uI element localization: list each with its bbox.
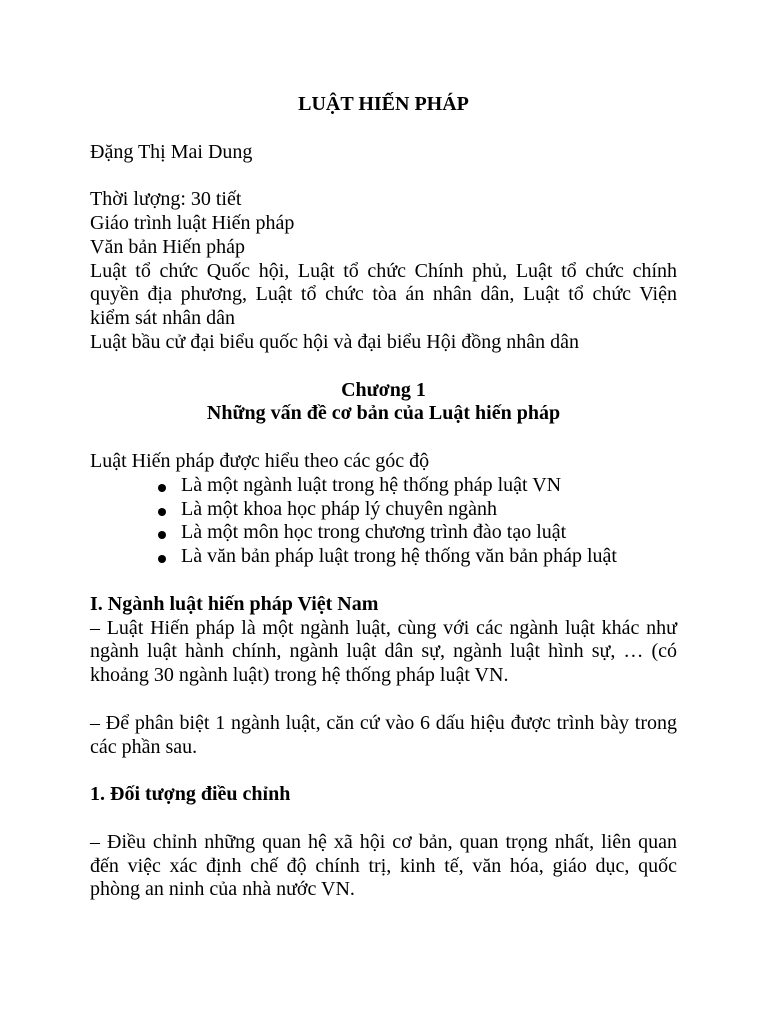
list-item-text: Là một khoa học pháp lý chuyên ngành [181, 497, 498, 520]
blank-line [90, 117, 677, 141]
section-paragraph [90, 712, 677, 760]
paragraph-line: – Luật Hiến pháp là một ngành luật, cùng với các ngành luật khác như [90, 616, 677, 639]
chapter-title: Những vấn đề cơ bản của Luật hiến pháp [206, 402, 561, 425]
election-law-reference: Luật bầu cử đại biểu quốc hội và đại biểu Hội đồng nhân dân [90, 330, 580, 353]
blank-line [90, 759, 677, 783]
paragraph-line: – Để phân biệt 1 ngành luật, căn cứ vào 6 dấu hiệu được trình bày trong [90, 711, 677, 734]
list-item [90, 545, 677, 569]
blank-line [90, 426, 677, 450]
bullet-icon [158, 508, 166, 516]
bullet-icon [158, 555, 166, 563]
list-item-text: Là một môn học trong chương trình đào tạo luật [181, 521, 567, 544]
paragraph-line: phòng an ninh của nhà nước VN. [90, 878, 355, 901]
list-item [90, 474, 677, 498]
chapter-number: Chương 1 [341, 378, 426, 401]
paragraph-line: kiểm sát nhân dân [90, 307, 235, 330]
bullet-icon [158, 484, 166, 492]
subsection-heading: 1. Đối tượng điều chỉnh [90, 783, 291, 806]
subsection-paragraph [90, 831, 677, 902]
bullet-icon [158, 531, 166, 539]
paragraph-line: đến việc xác định chế độ chính trị, kinh tế, văn hóa, giáo dục, quốc [90, 854, 677, 877]
course-duration: Thời lượng: 30 tiết [90, 188, 242, 211]
blank-line [90, 807, 677, 831]
blank-line [90, 355, 677, 379]
blank-line [90, 164, 677, 188]
perspectives-list [90, 474, 677, 569]
paragraph-line: ngành luật hành chính, ngành luật dân sự, ngành luật hình sự, … (có [90, 640, 677, 663]
blank-line [90, 569, 677, 593]
paragraph-line: Luật tổ chức Quốc hội, Luật tổ chức Chính phủ, Luật tổ chức chính [90, 259, 677, 282]
textbook-reference: Giáo trình luật Hiến pháp [90, 211, 295, 234]
paragraph-line: – Điều chỉnh những quan hệ xã hội cơ bản, quan trọng nhất, liên quan [90, 830, 677, 853]
list-item [90, 521, 677, 545]
section-paragraph [90, 617, 677, 688]
paragraph-line: quyền địa phương, Luật tổ chức tòa án nhân dân, Luật tổ chức Viện [90, 283, 677, 306]
constitution-text-reference: Văn bản Hiến pháp [90, 235, 245, 258]
section-heading: I. Ngành luật hiến pháp Việt Nam [90, 592, 379, 615]
list-item-text: Là một ngành luật trong hệ thống pháp luật VN [181, 473, 562, 496]
document-body [90, 93, 677, 902]
paragraph-line: các phần sau. [90, 735, 198, 758]
paragraph-line: khoảng 30 ngành luật) trong hệ thống pháp luật VN. [90, 664, 509, 687]
list-item [90, 498, 677, 522]
author-name: Đặng Thị Mai Dung [90, 140, 253, 163]
document-title: LUẬT HIẾN PHÁP [298, 93, 469, 115]
list-item-text: Là văn bản pháp luật trong hệ thống văn bản pháp luật [181, 545, 617, 568]
blank-line [90, 688, 677, 712]
organization-laws-reference [90, 260, 677, 331]
perspectives-intro: Luật Hiến pháp được hiểu theo các góc độ [90, 449, 430, 472]
